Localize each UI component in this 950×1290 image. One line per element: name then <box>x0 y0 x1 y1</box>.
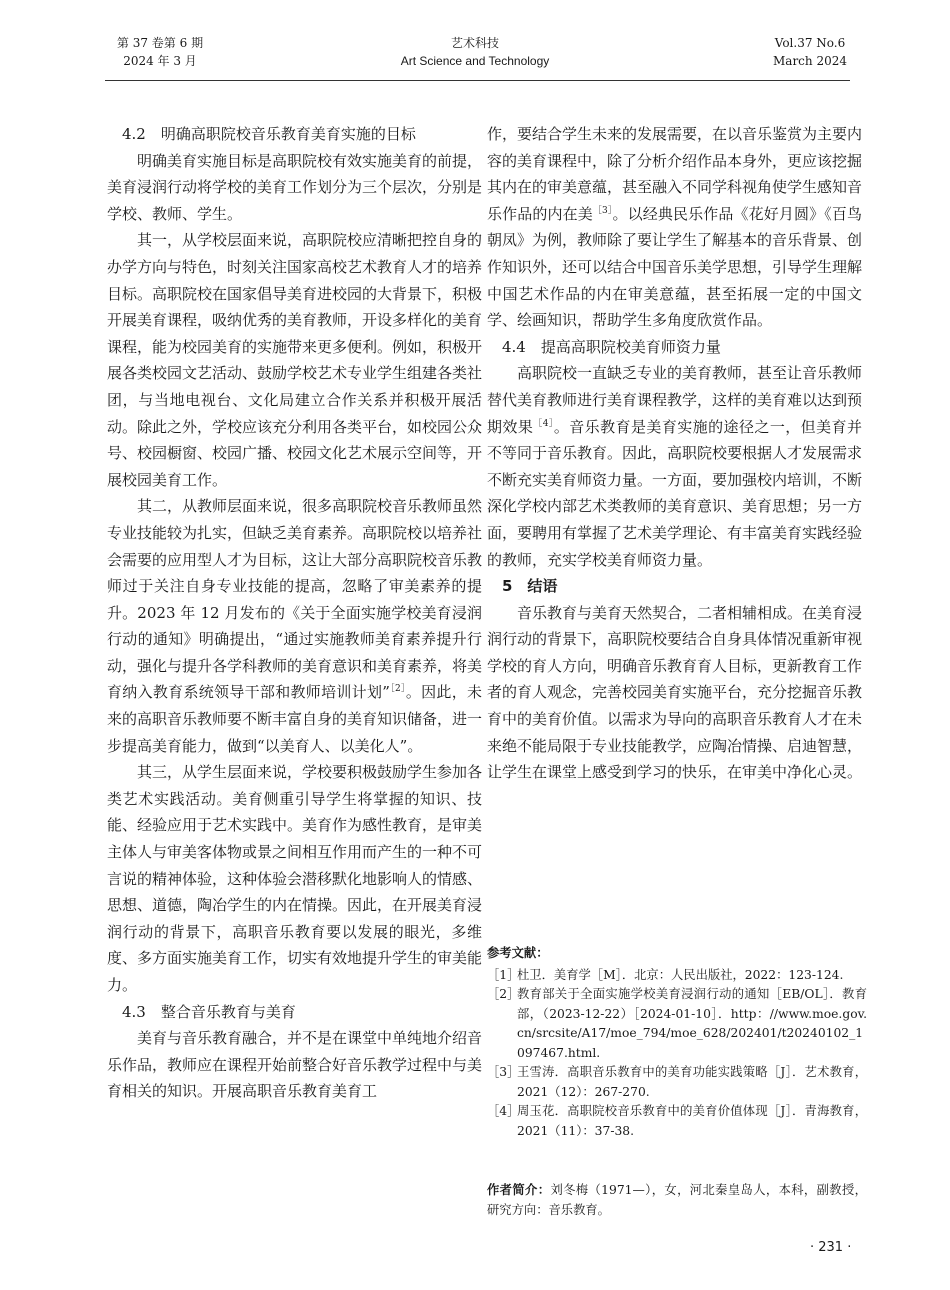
header-month-year: March 2024 <box>773 54 847 68</box>
section-heading-5: 5 结语 <box>502 577 558 596</box>
paragraph: 音乐教育与美育天然契合，二者相辅相成。在美育浸润行动的背景下，高职院校要结合自身具体情况重新审视学校的育人方向，明确音乐教育育人目标，更新教育工作者的育人观念，完善校园美育实施平台，充分挖掘音乐教育中的美育价值。以需求为导向的高职音乐教育人才在未来绝不能局限于专业技能教学，应陶冶情操、启迪智慧，让学生在课堂上感受到学习的快乐，在审美中净化心灵。 <box>487 603 863 782</box>
reference-item <box>487 985 867 1063</box>
reference-text: 杜卫．美育学［M］．北京：人民出版社，2022：123-124. <box>517 967 844 982</box>
reference-text: 王雪涛．高职音乐教育中的美育功能实践策略［J］．艺术教育，2021（12）：267-270. <box>517 1065 867 1099</box>
reference-number: ［4］ <box>487 1104 520 1118</box>
header-rule <box>105 80 850 81</box>
references <box>487 944 867 1141</box>
header-volume <box>100 34 220 70</box>
reference-item <box>487 1063 867 1102</box>
paragraph: 明确美育实施目标是高职院校有效实施美育的前提，美育浸润行动将学校的美育工作划分为三个层次，分别是学校、教师、学生。 <box>107 151 483 223</box>
section-heading-4-2: 4.2 明确高职院校音乐教育美育实施的目标 <box>122 125 416 143</box>
paragraph-text: 。音乐教育是美育实施的途径之一，但美育并不等同于音乐教育。因此，高职院校要根据人才发展需求不断充实美育师资力量。一方面，要加强校内培训，不断深化学校内部艺术类教师的美育意识、美育思想；另一方面，要聘用有掌握了艺术美学理论、有丰富美育实践经验的教师，充实学校美育师资力量。 <box>487 417 863 569</box>
reference-text: 教育部关于全面实施学校美育浸润行动的通知［EB/OL］．教育部，（2023-12-22）［2024-01-10］．http：//www.moe.gov.cn/srcsite/A17/moe_794/moe_628/202401/t20240102_1097467.html. <box>517 987 867 1060</box>
page-number: · 231 · <box>810 1240 852 1255</box>
header-vol-en <box>755 34 865 70</box>
paragraph <box>487 121 862 334</box>
citation-3: ［3］ <box>592 205 613 216</box>
right-column <box>487 121 862 786</box>
header-date: 2024 年 3 月 <box>123 54 197 68</box>
paragraph <box>107 493 482 759</box>
author-bio <box>487 1180 867 1220</box>
journal-title-cn: 艺术科技 <box>450 36 499 50</box>
references-title: 参考文献： <box>487 946 549 960</box>
header-journal <box>375 34 575 70</box>
reference-number: ［1］ <box>487 967 520 982</box>
reference-number: ［3］ <box>487 1065 520 1079</box>
header-volume-issue: 第 37 卷第 6 期 <box>116 36 204 50</box>
paragraph: 其一，从学校层面来说，高职院校应清晰把控自身的办学方向与特色，时刻关注国家高校艺术教育人才的培养目标。高职院校在国家倡导美育进校园的大背景下，积极开展美育课程，吸纳优秀的美育教师，开设多样化的美育课程，能为校园美育的实施带来更多便利。例如，积极开展各类校园文艺活动、鼓励学校艺术专业学生组建各类社团，与当地电视台、文化局建立合作关系并积极开展活动。除此之外，学校应该充分利用各类平台，如校园公众号、校园橱窗、校园广播、校园文化艺术展示空间等，开展校园美育工作。 <box>107 231 483 489</box>
journal-title-en: Art Science and Technology <box>400 54 550 68</box>
paragraph-text: 。以经典民乐作品《花好月圆》《百鸟朝凤》为例，教师除了要让学生了解基本的音乐背景、创作知识外，还可以结合中国音乐美学思想，引导学生理解中国艺术作品的内在审美意蕴，甚至拓展一定的中国文学、绘画知识，帮助学生多角度欣赏作品。 <box>487 204 863 330</box>
citation-2: ［2］ <box>389 684 406 695</box>
reference-item <box>487 1102 867 1141</box>
author-bio-text: 刘冬梅（1971—），女，河北秦皇岛人，本科，副教授，研究方向：音乐教育。 <box>487 1183 867 1217</box>
reference-number: ［2］ <box>487 987 520 1001</box>
section-heading-4-3: 4.3 整合音乐教育与美育 <box>122 1002 296 1021</box>
paragraph-text: 高职院校一直缺乏专业的美育教师，甚至让音乐教师替代美育教师进行美育课程教学，这样的美育难以达到预期效果 <box>487 364 863 436</box>
paragraph-text: 。因此，未来的高职音乐教师要不断丰富自身的美育知识储备，进一步提高美育能力，做到“以美育人、以美化人”。 <box>107 683 483 755</box>
reference-text: 周玉花．高职院校音乐教育中的美育价值体现［J］．青海教育，2021（11）：37-38. <box>517 1104 867 1138</box>
header-vol-no: Vol.37 No.6 <box>774 36 846 50</box>
section-heading-4-4: 4.4 提高高职院校美育师资力量 <box>502 337 721 356</box>
paragraph-text: 作，要结合学生未来的发展需要，在以音乐鉴赏为主要内容的美育课程中，除了分析介绍作品本身外，更应该挖掘其内在的审美意蕴，甚至融入不同学科视角使学生感知音乐作品的内在美 <box>487 125 863 223</box>
reference-item <box>487 966 867 986</box>
paragraph: 其三，从学生层面来说，学校要积极鼓励学生参加各类艺术实践活动。美育侧重引导学生将掌握的知识、技能、经验应用于艺术实践中。美育作为感性教育，是审美主体人与审美客体物或景之间相互作用而产生的一种不可言说的精神体验，这种体验会潜移默化地影响人的情感、思想、道德，陶冶学生的内在情操。因此，在开展美育浸润行动的背景下，高职音乐教育要以发展的眼光，多维度、多方面实施美育工作，切实有效地提升学生的审美能力。 <box>107 763 483 994</box>
paragraph: 美育与音乐教育融合，并不是在课堂中单纯地介绍音乐作品，教师应在课程开始前整合好音乐教学过程中与美育相关的知识。开展高职音乐教育美育工 <box>107 1029 483 1101</box>
paragraph <box>487 360 862 573</box>
paragraph-text: 其二，从教师层面来说，很多高职院校音乐教师虽然专业技能较为扎实，但缺乏美育素养。高职院校以培养社会需要的应用型人才为目标，这让大部分高职院校音乐教师过于关注自身专业技能的提高，忽略了审美素养的提升。2023 年 12 月发布的《关于全面实施学校美育浸润行动的通知》明确提出，“通过实施教师美育素养提升行动，强化与提升各学科教师的美育意识和美育素养，将美育纳入教育系统领导干部和教师培训计划” <box>107 497 483 702</box>
citation-4: ［4］ <box>533 418 554 429</box>
left-column <box>107 121 482 1105</box>
author-bio-label: 作者简介： <box>487 1183 551 1197</box>
